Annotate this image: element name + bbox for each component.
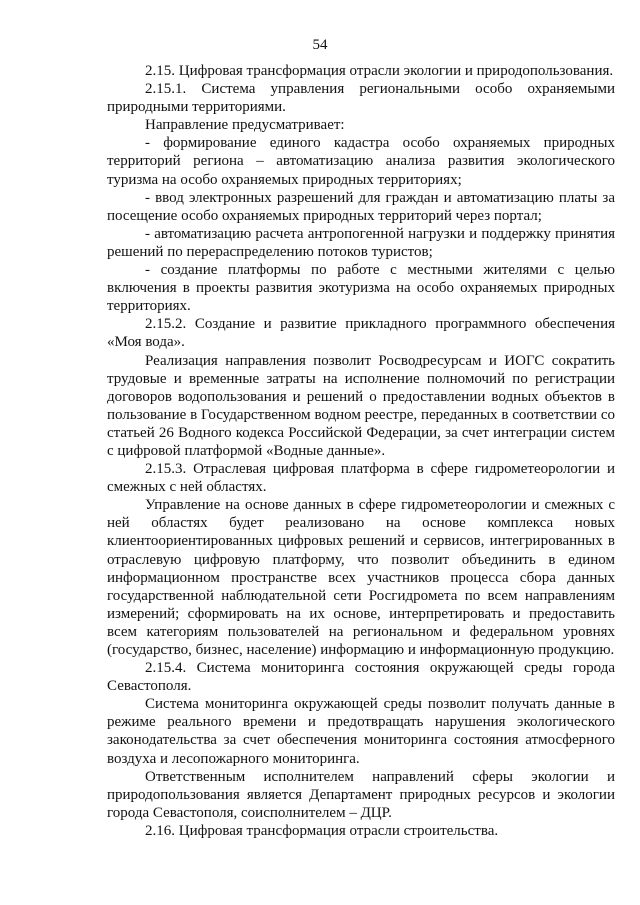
section-heading-2-15: 2.15. Цифровая трансформация отрасли экологии и природопользования. [145,63,614,79]
paragraph: Реализация направления позволит Росводресурсам и ИОГС сократить трудовые и временные затраты на исполнение полномочий по регистрации договоров водопользования и решений о предоставлении водных объектов в пользование в Государственном водном реестре, переданных в соответствии со статьей 26 Водного кодекса Российской Федерации, за счет интеграции систем с цифровой платформой «Водные данные». [107,352,615,459]
paragraph: Ответственным исполнителем направлений сферы экологии и природопользования является Департамент природных ресурсов и экологии города Севастополя, соисполнителем – ДЦР. [107,768,615,821]
list-item: - автоматизацию расчета антропогенной нагрузки и поддержку принятия решений по перераспределению потоков туристов; [107,225,615,260]
paragraph: Система мониторинга окружающей среды позволит получать данные в режиме реального времени и предотвращать нарушения экологического законодательства за счет обеспечения мониторинга состояния атмосферного воздуха и лесопожарного мониторинга. [107,696,615,767]
subsection-heading-2-15-1: 2.15.1. Система управления региональными особо охраняемыми природными территориями. [107,81,615,116]
subsection-heading-2-15-3: 2.15.3. Отраслевая цифровая платформа в сфере гидрометеорологии и смежных с ней областях. [107,461,615,496]
section-heading-2-16: 2.16. Цифровая трансформация отрасли строительства. [145,822,499,839]
list-item: - создание платформы по работе с местными жителями с целью включения в проекты развития экотуризма на особо охраняемых природных территориях. [107,262,615,315]
list-item: - ввод электронных разрешений для граждан и автоматизацию платы за посещение особо охраняемых природных территорий через портал; [107,189,615,224]
list-item: - формирование единого кадастра особо охраняемых природных территорий региона – автоматизацию анализа развития экологического туризма на особо охраняемых природных территориях; [107,135,615,188]
subsection-heading-2-15-2: 2.15.2. Создание и развитие прикладного программного обеспечения «Моя вода». [107,316,615,351]
document-body [107,62,615,840]
subsection-heading-2-15-4: 2.15.4. Система мониторинга состояния окружающей среды города Севастополя. [107,660,615,695]
paragraph: Направление предусматривает: [145,117,345,134]
paragraph: Управление на основе данных в сфере гидрометеорологии и смежных с ней областях будет реализовано на основе комплекса новых клиентоориентированных цифровых решений и сервисов, интегрированных в отраслевую цифровую платформу, что позволит объединить в едином информационном пространстве всех участников процесса сбора данных государственной наблюдательной сети Росгидромета по всем направлениям измерений; сформировать на их основе, интерпретировать и предоставить всем категориям пользователей на региональном и федеральном уровнях (государство, бизнес, население) информацию и информационную продукцию. [107,497,615,658]
page-number: 54 [312,37,328,53]
